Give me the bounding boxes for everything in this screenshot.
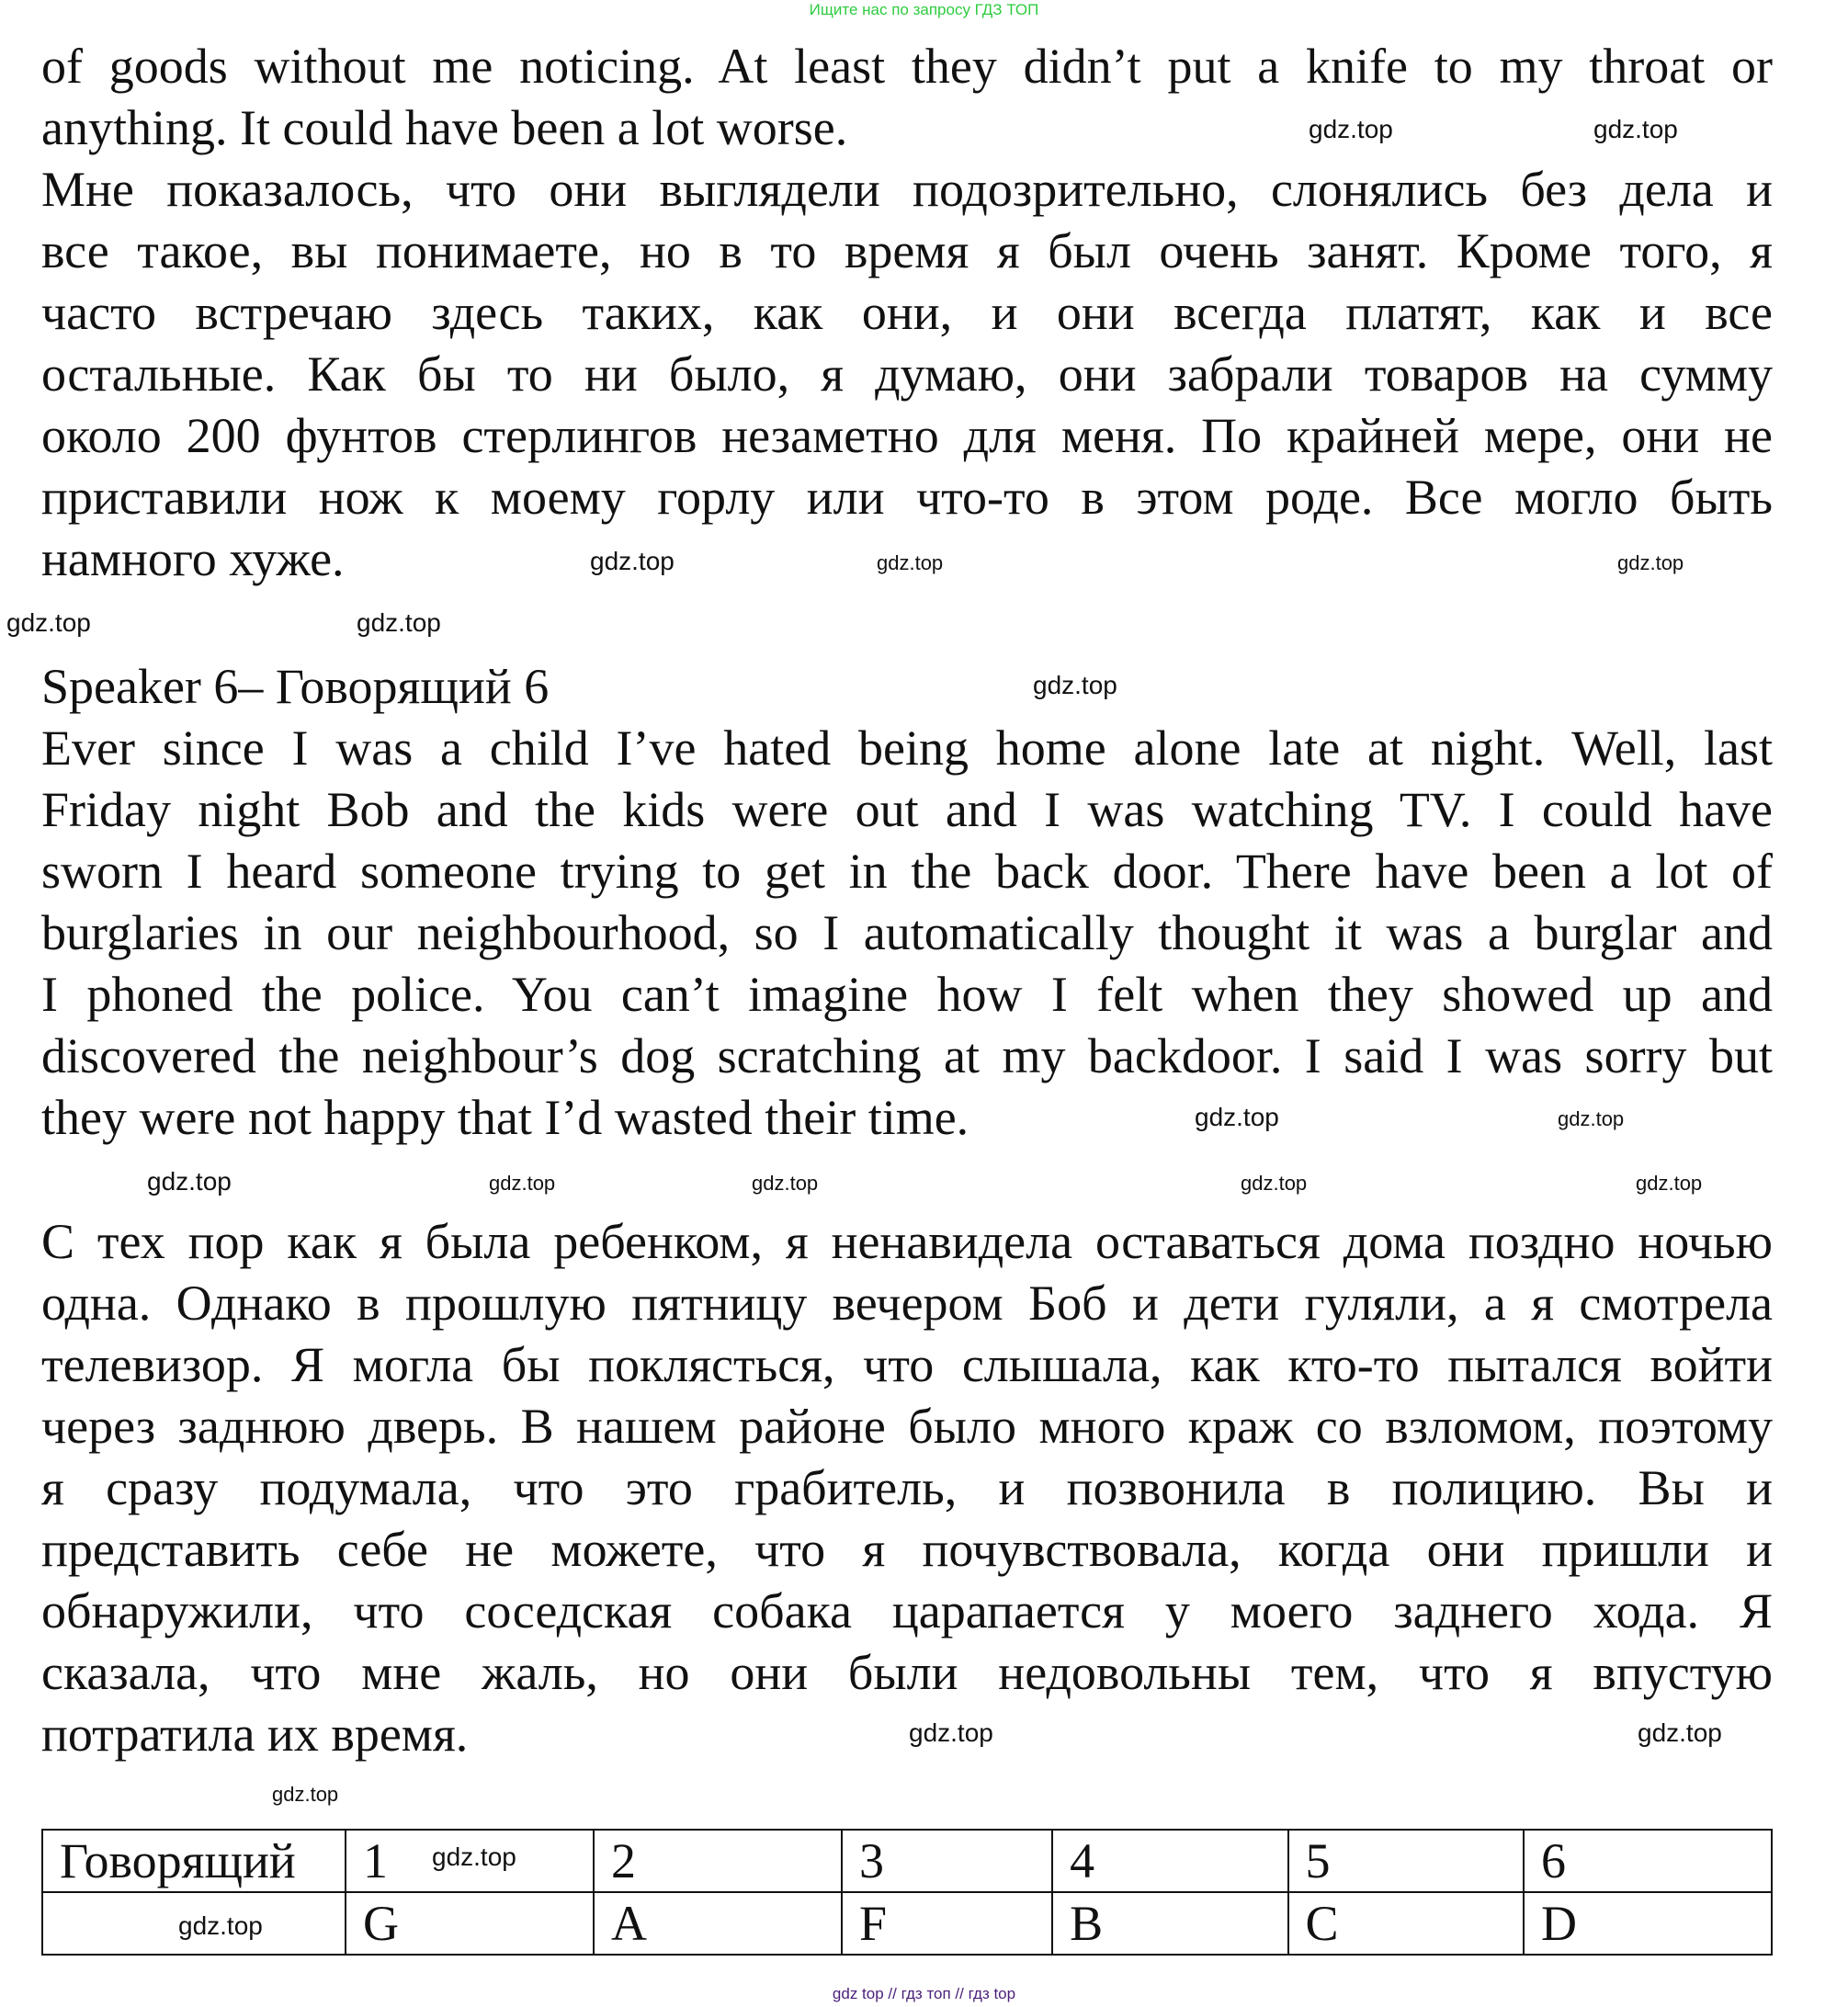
watermark: gdz.top [1241, 1172, 1308, 1195]
text-line: все такое, вы понимаете, но в то время я был очень занят. Кроме того, я [41, 223, 1773, 278]
table-cell: G [346, 1892, 594, 1955]
watermark: gdz.top [6, 608, 91, 637]
watermark: gdz.top [909, 1718, 993, 1747]
watermark: gdz.top [1638, 1718, 1722, 1747]
text-line: приставили нож к моему горлу или что-то в этом роде. Все могло быть [41, 470, 1773, 525]
header-banner: Ищите нас по запросу ГДЗ ТОП [809, 1, 1039, 18]
russian-paragraph-speaker6 [41, 1211, 1773, 1765]
table-cell: B [1052, 1892, 1287, 1955]
text-line: часто встречаю здесь таких, как они, и они всегда платят, как и все [41, 285, 1773, 340]
text-line: одна. Однако в прошлую пятницу вечером Боб и дети гуляли, а я смотрела [41, 1276, 1773, 1331]
text-line: of goods without me noticing. At least they didn’t put a knife to my throat or [41, 39, 1773, 94]
text-line: сказала, что мне жаль, но они были недовольны тем, что я впустую [41, 1645, 1773, 1700]
text-line: представить себе не можете, что я почувствовала, когда они пришли и [41, 1522, 1773, 1577]
table-cell: 1 [346, 1830, 594, 1892]
watermark: gdz.top [147, 1167, 232, 1196]
watermark: gdz.top [489, 1172, 556, 1195]
answers-table [41, 1829, 1773, 1956]
watermark: gdz.top [432, 1843, 516, 1871]
text-line: sworn I heard someone trying to get in the back door. There have been a lot of [41, 844, 1773, 899]
table-cell: C [1288, 1892, 1524, 1955]
watermark: gdz.top [752, 1172, 819, 1195]
text-line: Ever since I was a child I’ve hated being home alone late at night. Well, last [41, 720, 1773, 776]
text-line: burglaries in our neighbourhood, so I automatically thought it was a burglar and [41, 905, 1773, 960]
table-cell: 3 [842, 1830, 1052, 1892]
footer-banner: gdz top // гдз топ // гдз top [832, 1985, 1016, 2002]
text-line: намного хуже. [41, 531, 345, 586]
watermark: gdz.top [1033, 671, 1117, 699]
table-cell: 4 [1052, 1830, 1287, 1892]
text-line: потратила их время. [41, 1707, 469, 1762]
text-line: Мне показалось, что они выглядели подозрительно, слонялись без дела и [41, 162, 1773, 217]
text-line: обнаружили, что соседская собака царапается у моего заднего хода. Я [41, 1583, 1773, 1638]
table-cell: A [594, 1892, 842, 1955]
text-line: С тех пор как я была ребенком, я ненавидела оставаться дома поздно ночью [41, 1214, 1773, 1269]
table-cell: Говорящий [42, 1830, 346, 1892]
english-paragraph-speaker5 [41, 36, 1773, 159]
table-cell: F [842, 1892, 1052, 1955]
watermark: gdz.top [357, 608, 441, 637]
table-answer-row [42, 1892, 1772, 1955]
text-line: I phoned the police. You can’t imagine how I felt when they showed up and [41, 967, 1773, 1022]
watermark: gdz.top [1309, 115, 1393, 143]
text-line: телевизор. Я могла бы поклясться, что слышала, как кто-то пытался войти [41, 1337, 1773, 1392]
watermark: gdz.top [877, 551, 944, 574]
watermark: gdz.top [178, 1911, 263, 1940]
text-line: я сразу подумала, что это грабитель, и позвонила в полицию. Вы и [41, 1460, 1773, 1515]
english-paragraph-speaker6 [41, 718, 1773, 1149]
text-line: discovered the neighbour’s dog scratching at my backdoor. I said I was sorry but [41, 1028, 1773, 1083]
text-line: остальные. Как бы то ни было, я думаю, они забрали товаров на сумму [41, 346, 1773, 402]
watermark: gdz.top [1617, 551, 1684, 574]
watermark: gdz.top [1558, 1107, 1625, 1130]
text-line: Friday night Bob and the kids were out and I was watching TV. I could have [41, 782, 1773, 837]
text-line: через заднюю дверь. В нашем районе было много краж со взломом, поэтому [41, 1399, 1773, 1454]
table-cell: D [1524, 1892, 1772, 1955]
speaker-title: Speaker 6– Говорящий 6 [41, 659, 550, 714]
table-cell: 2 [594, 1830, 842, 1892]
text-line: they were not happy that I’d wasted their time. [41, 1090, 969, 1145]
watermark: gdz.top [272, 1783, 339, 1806]
text-line: около 200 фунтов стерлингов незаметно для меня. По крайней мере, они не [41, 408, 1773, 463]
watermark: gdz.top [590, 547, 675, 575]
russian-paragraph-speaker5 [41, 159, 1773, 590]
watermark: gdz.top [1636, 1172, 1703, 1195]
watermark: gdz.top [1593, 115, 1678, 143]
table-cell: 5 [1288, 1830, 1524, 1892]
text-line: anything. It could have been a lot worse. [41, 100, 848, 155]
table-header-row [42, 1830, 1772, 1892]
table-cell: 6 [1524, 1830, 1772, 1892]
watermark: gdz.top [1195, 1103, 1279, 1131]
